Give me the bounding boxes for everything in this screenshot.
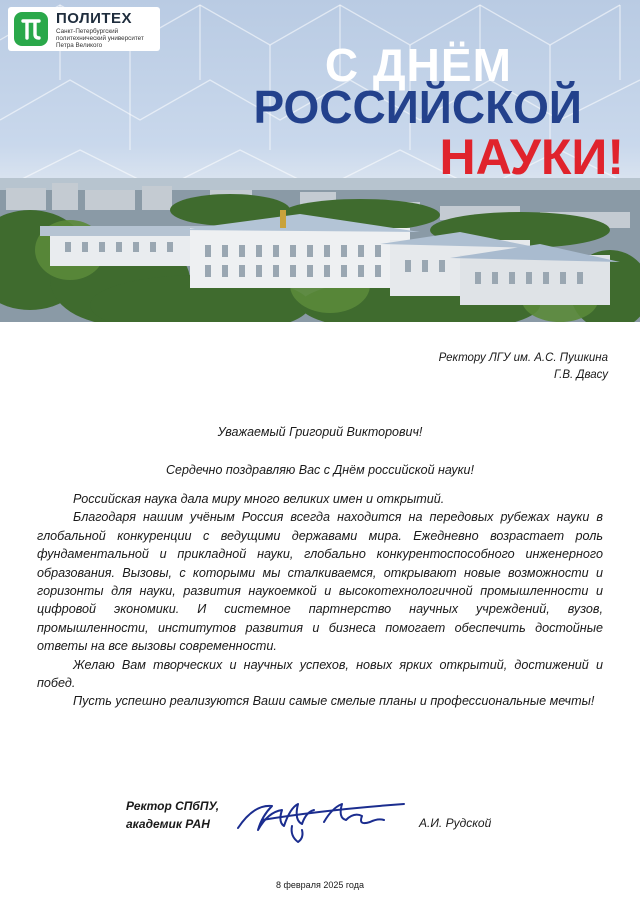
body-paragraph: Пусть успешно реализуются Ваши самые смелые планы и профессиональные мечты! — [73, 694, 595, 709]
signatory-name: А.И. Рудской — [419, 816, 492, 830]
banner-title-line2: РОССИЙСКОЙ — [253, 81, 582, 133]
politech-logo — [8, 7, 160, 51]
logo-name: ПОЛИТЕХ — [56, 10, 133, 27]
body-paragraph: Благодаря нашим учёным Россия всегда находится на передовых рубежах науки в глобальной конкуренции с ведущими державами мира. Ежедневно возрастает роль фундаментальной и прикладной науки, глобально конкурентоспособного инженерного образования. Вызовы, с которыми мы сталкиваемся, открывают новые возможности и горизонты для науки, развития наукоемкой и высокотехнологичной промышленности и цифровой экономики. И системное партнерство научных учреждений, вузов, промышленности, институтов развития и бизнеса помогает обеспечить достойные ответы на все вызовы современности. — [37, 510, 603, 654]
banner-title-line3: НАУКИ! — [439, 129, 624, 185]
addressee-name: Г.В. Двасу — [554, 369, 608, 381]
handwritten-signature — [232, 790, 412, 850]
congratulation-line: Сердечно поздравляю Вас с Днём российской науки! — [166, 463, 474, 477]
banner-title-line1: С ДНЁМ — [324, 39, 512, 91]
signatory-role-line2: академик РАН — [126, 817, 210, 831]
addressee-block — [439, 350, 608, 384]
letter-body — [37, 490, 603, 711]
header-banner — [0, 0, 640, 322]
logo-subtitle: Санкт-Петербургский политехнический университет Петра Великого — [56, 28, 144, 49]
body-paragraph: Желаю Вам творческих и научных успехов, новых ярких открытий, достижений и побед. — [37, 657, 603, 691]
logo-mark-icon — [14, 12, 48, 46]
signatory-role-line1: Ректор СПбПУ, — [126, 799, 220, 813]
signatory-role — [126, 797, 219, 833]
addressee-position: Ректору ЛГУ им. А.С. Пушкина — [438, 352, 608, 364]
body-paragraph: Российская наука дала миру много великих имен и открытий. — [73, 492, 445, 506]
salutation: Уважаемый Григорий Викторович! — [217, 425, 423, 439]
letter-date: 8 февраля 2025 года — [275, 880, 364, 890]
